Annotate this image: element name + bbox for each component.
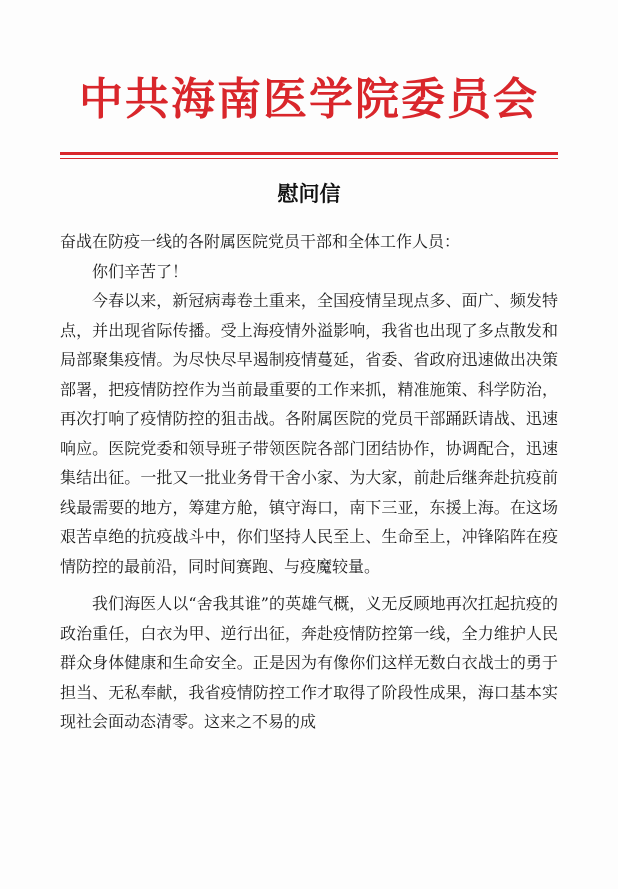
- letter-paragraph-2: 我们海医人以“舍我其谁”的英雄气概，义无反顾地再次扛起抗疫的政治重任，白衣为甲、逆行出征，奔赴疫情防控第一线，全力维护人民群众身体健康和生命安全。正是因为有像你们这样无数白衣战士的勇于担当、无私奉献，我省疫情防控工作才取得了阶段性成果，海口基本实现社会面动态清零。这来之不易的成: [60, 594, 558, 731]
- masthead-rule-thin: [60, 158, 558, 159]
- letter-title: 慰问信: [277, 181, 341, 206]
- letter-salutation: 奋战在防疫一线的各附属医院党员干部和全体工作人员：: [60, 232, 461, 251]
- letter-paragraph-1: 今春以来，新冠病毒卷土重来，全国疫情呈现点多、面广、频发特点，并出现省际传播。受上海疫情外溢影响，我省也出现了多点散发和局部聚集疫情。为尽快尽早遏制疫情蔓延，省委、省政府迅速做出决策部署，把疫情防控作为当前最重要的工作来抓，精准施策、科学防治，再次打响了疫情防控的狙击战。各附属医院的党员干部踊跃请战、迅速响应。医院党委和领导班子带领医院各部门团结协作，协调配合，迅速集结出征。一批又一批业务骨干舍小家、为大家，前赴后继奔赴抗疫前线最需要的地方，筹建方舱，镇守海口，南下三亚，东援上海。在这场艰苦卓绝的抗疫战斗中，你们坚持人民至上、生命至上，冲锋陷阵在疫情防控的最前沿，同时间赛跑、与疫魔较量。: [60, 291, 558, 576]
- masthead-rule-thick: [60, 152, 558, 155]
- masthead-org-name: 中共海南医学院委员会: [79, 74, 539, 125]
- letter-body: [60, 227, 558, 737]
- letter-greeting: 你们辛苦了！: [92, 261, 189, 281]
